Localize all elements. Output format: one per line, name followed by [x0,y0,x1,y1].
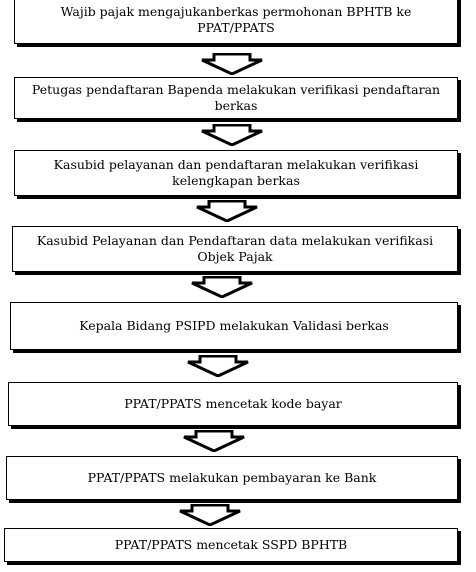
arrow-7-icon [178,504,242,526]
arrow-3-icon [195,200,259,222]
arrow-4-icon [190,276,254,298]
step-4-text: Kasubid Pelayanan dan Pendaftaran data melakukan verifikasi Objek Pajak [36,233,434,264]
step-2-box [14,77,458,119]
arrow-1-icon [200,53,264,75]
step-7-box [6,456,458,500]
step-6-text: PPAT/PPATS mencetak kode bayar [124,396,342,411]
step-7-text: PPAT/PPATS melakukan pembayaran ke Bank [87,470,377,485]
step-2-text: Petugas pendaftaran Bapenda melakukan verifikasi pendaftaran berkas [31,82,441,113]
step-8-text: PPAT/PPATS mencetak SSPD BPHTB [114,537,348,552]
step-4-box [12,226,458,272]
step-3-text: Kasubid pelayanan dan pendaftaran melakukan verifikasi kelengkapan berkas [53,157,419,188]
step-8-box [4,528,458,562]
step-5-box [10,302,458,350]
step-1-box [14,0,458,44]
step-6-box [8,382,458,426]
arrow-5-icon [186,355,250,377]
arrow-6-icon [182,430,246,452]
step-1-text: Wajib pajak mengajukanberkas permohonan BPHTB ke PPAT/PPATS [60,4,412,35]
step-3-box [14,150,458,196]
arrow-2-icon [200,124,264,146]
step-5-text: Kepala Bidang PSIPD melakukan Validasi berkas [79,318,389,333]
